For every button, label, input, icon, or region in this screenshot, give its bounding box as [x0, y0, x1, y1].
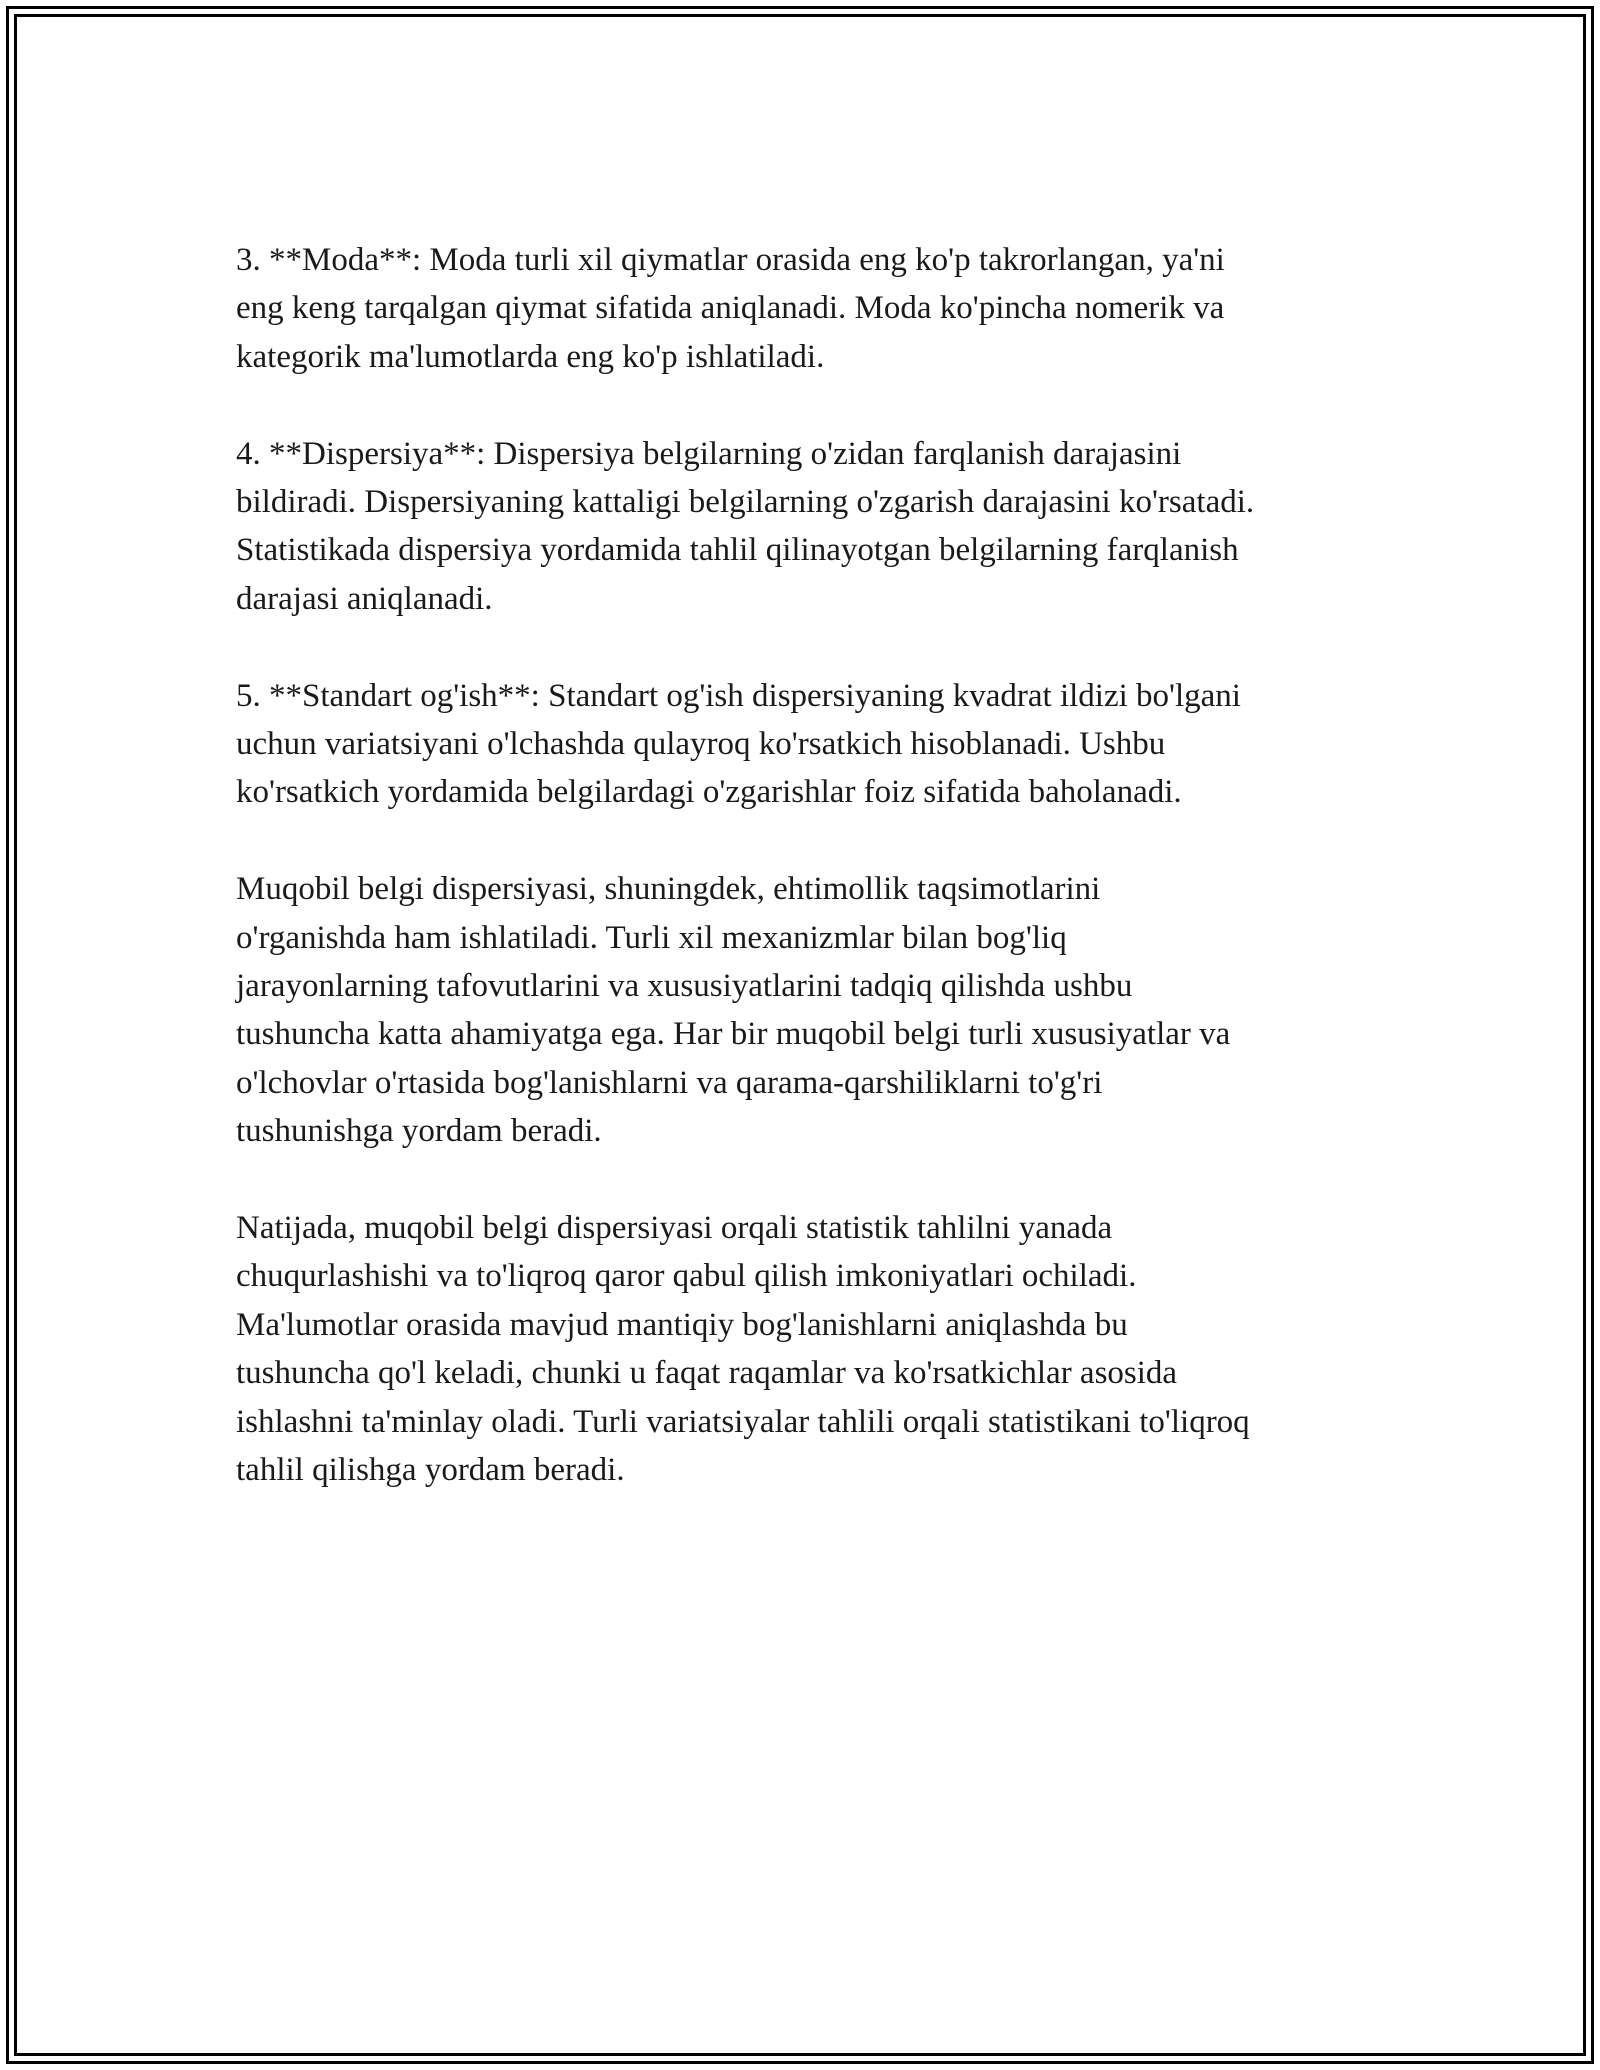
document-body	[236, 236, 1376, 1495]
text-line: tahlil qilishga yordam beradi.	[236, 1452, 625, 1489]
text-line: o'lchovlar o'rtasida bog'lanishlarni va qarama-qarshiliklarni to'g'ri	[236, 1064, 1103, 1101]
paragraph-natijada	[236, 1204, 1376, 1494]
text-line: bildiradi. Dispersiyaning kattaligi belgilarning o'zgarish darajasini ko'rsatadi.	[236, 484, 1255, 521]
text-line: Ma'lumotlar orasida mavjud mantiqiy bog'lanishlarni aniqlashda bu	[236, 1306, 1128, 1343]
text-line: eng keng tarqalgan qiymat sifatida aniqlanadi. Moda ko'pincha nomerik va	[236, 290, 1225, 327]
text-line: Statistikada dispersiya yordamida tahlil qilinayotgan belgilarning farqlanish	[236, 532, 1239, 569]
text-line: ko'rsatkich yordamida belgilardagi o'zgarishlar foiz sifatida baholanadi.	[236, 774, 1182, 811]
paragraph-moda	[236, 236, 1376, 381]
paragraph-standart-ogish	[236, 672, 1376, 817]
text-line: tushuncha qo'l keladi, chunki u faqat raqamlar va ko'rsatkichlar asosida	[236, 1355, 1178, 1392]
text-line: ishlashni ta'minlay oladi. Turli variatsiyalar tahlili orqali statistikani to'liqroq	[236, 1403, 1250, 1440]
text-line: 4. **Dispersiya**: Dispersiya belgilarning o'zidan farqlanish darajasini	[236, 435, 1182, 472]
text-line: darajasi aniqlanadi.	[236, 580, 493, 617]
text-line: uchun variatsiyani o'lchashda qulayroq ko'rsatkich hisoblanadi. Ushbu	[236, 726, 1166, 763]
text-line: jarayonlarning tafovutlarini va xususiyatlarini tadqiq qilishda ushbu	[236, 968, 1133, 1005]
text-line: 5. **Standart og'ish**: Standart og'ish dispersiyaning kvadrat ildizi bo'lgani	[236, 677, 1241, 714]
text-line: Natijada, muqobil belgi dispersiyasi orqali statistik tahlilni yanada	[236, 1210, 1113, 1247]
text-line: o'rganishda ham ishlatiladi. Turli xil mexanizmlar bilan bog'liq	[236, 919, 1067, 956]
text-line: tushunishga yordam beradi.	[236, 1113, 602, 1150]
paragraph-dispersiya	[236, 430, 1376, 624]
text-line: Muqobil belgi dispersiyasi, shuningdek, ehtimollik taqsimotlarini	[236, 871, 1101, 908]
text-line: 3. **Moda**: Moda turli xil qiymatlar orasida eng ko'p takrorlangan, ya'ni	[236, 242, 1225, 278]
text-line: kategorik ma'lumotlarda eng ko'p ishlatiladi.	[236, 338, 825, 375]
text-line: chuqurlashishi va to'liqroq qaror qabul qilish imkoniyatlari ochiladi.	[236, 1258, 1137, 1295]
text-line: tushuncha katta ahamiyatga ega. Har bir muqobil belgi turli xususiyatlar va	[236, 1016, 1231, 1053]
paragraph-muqobil	[236, 865, 1376, 1155]
